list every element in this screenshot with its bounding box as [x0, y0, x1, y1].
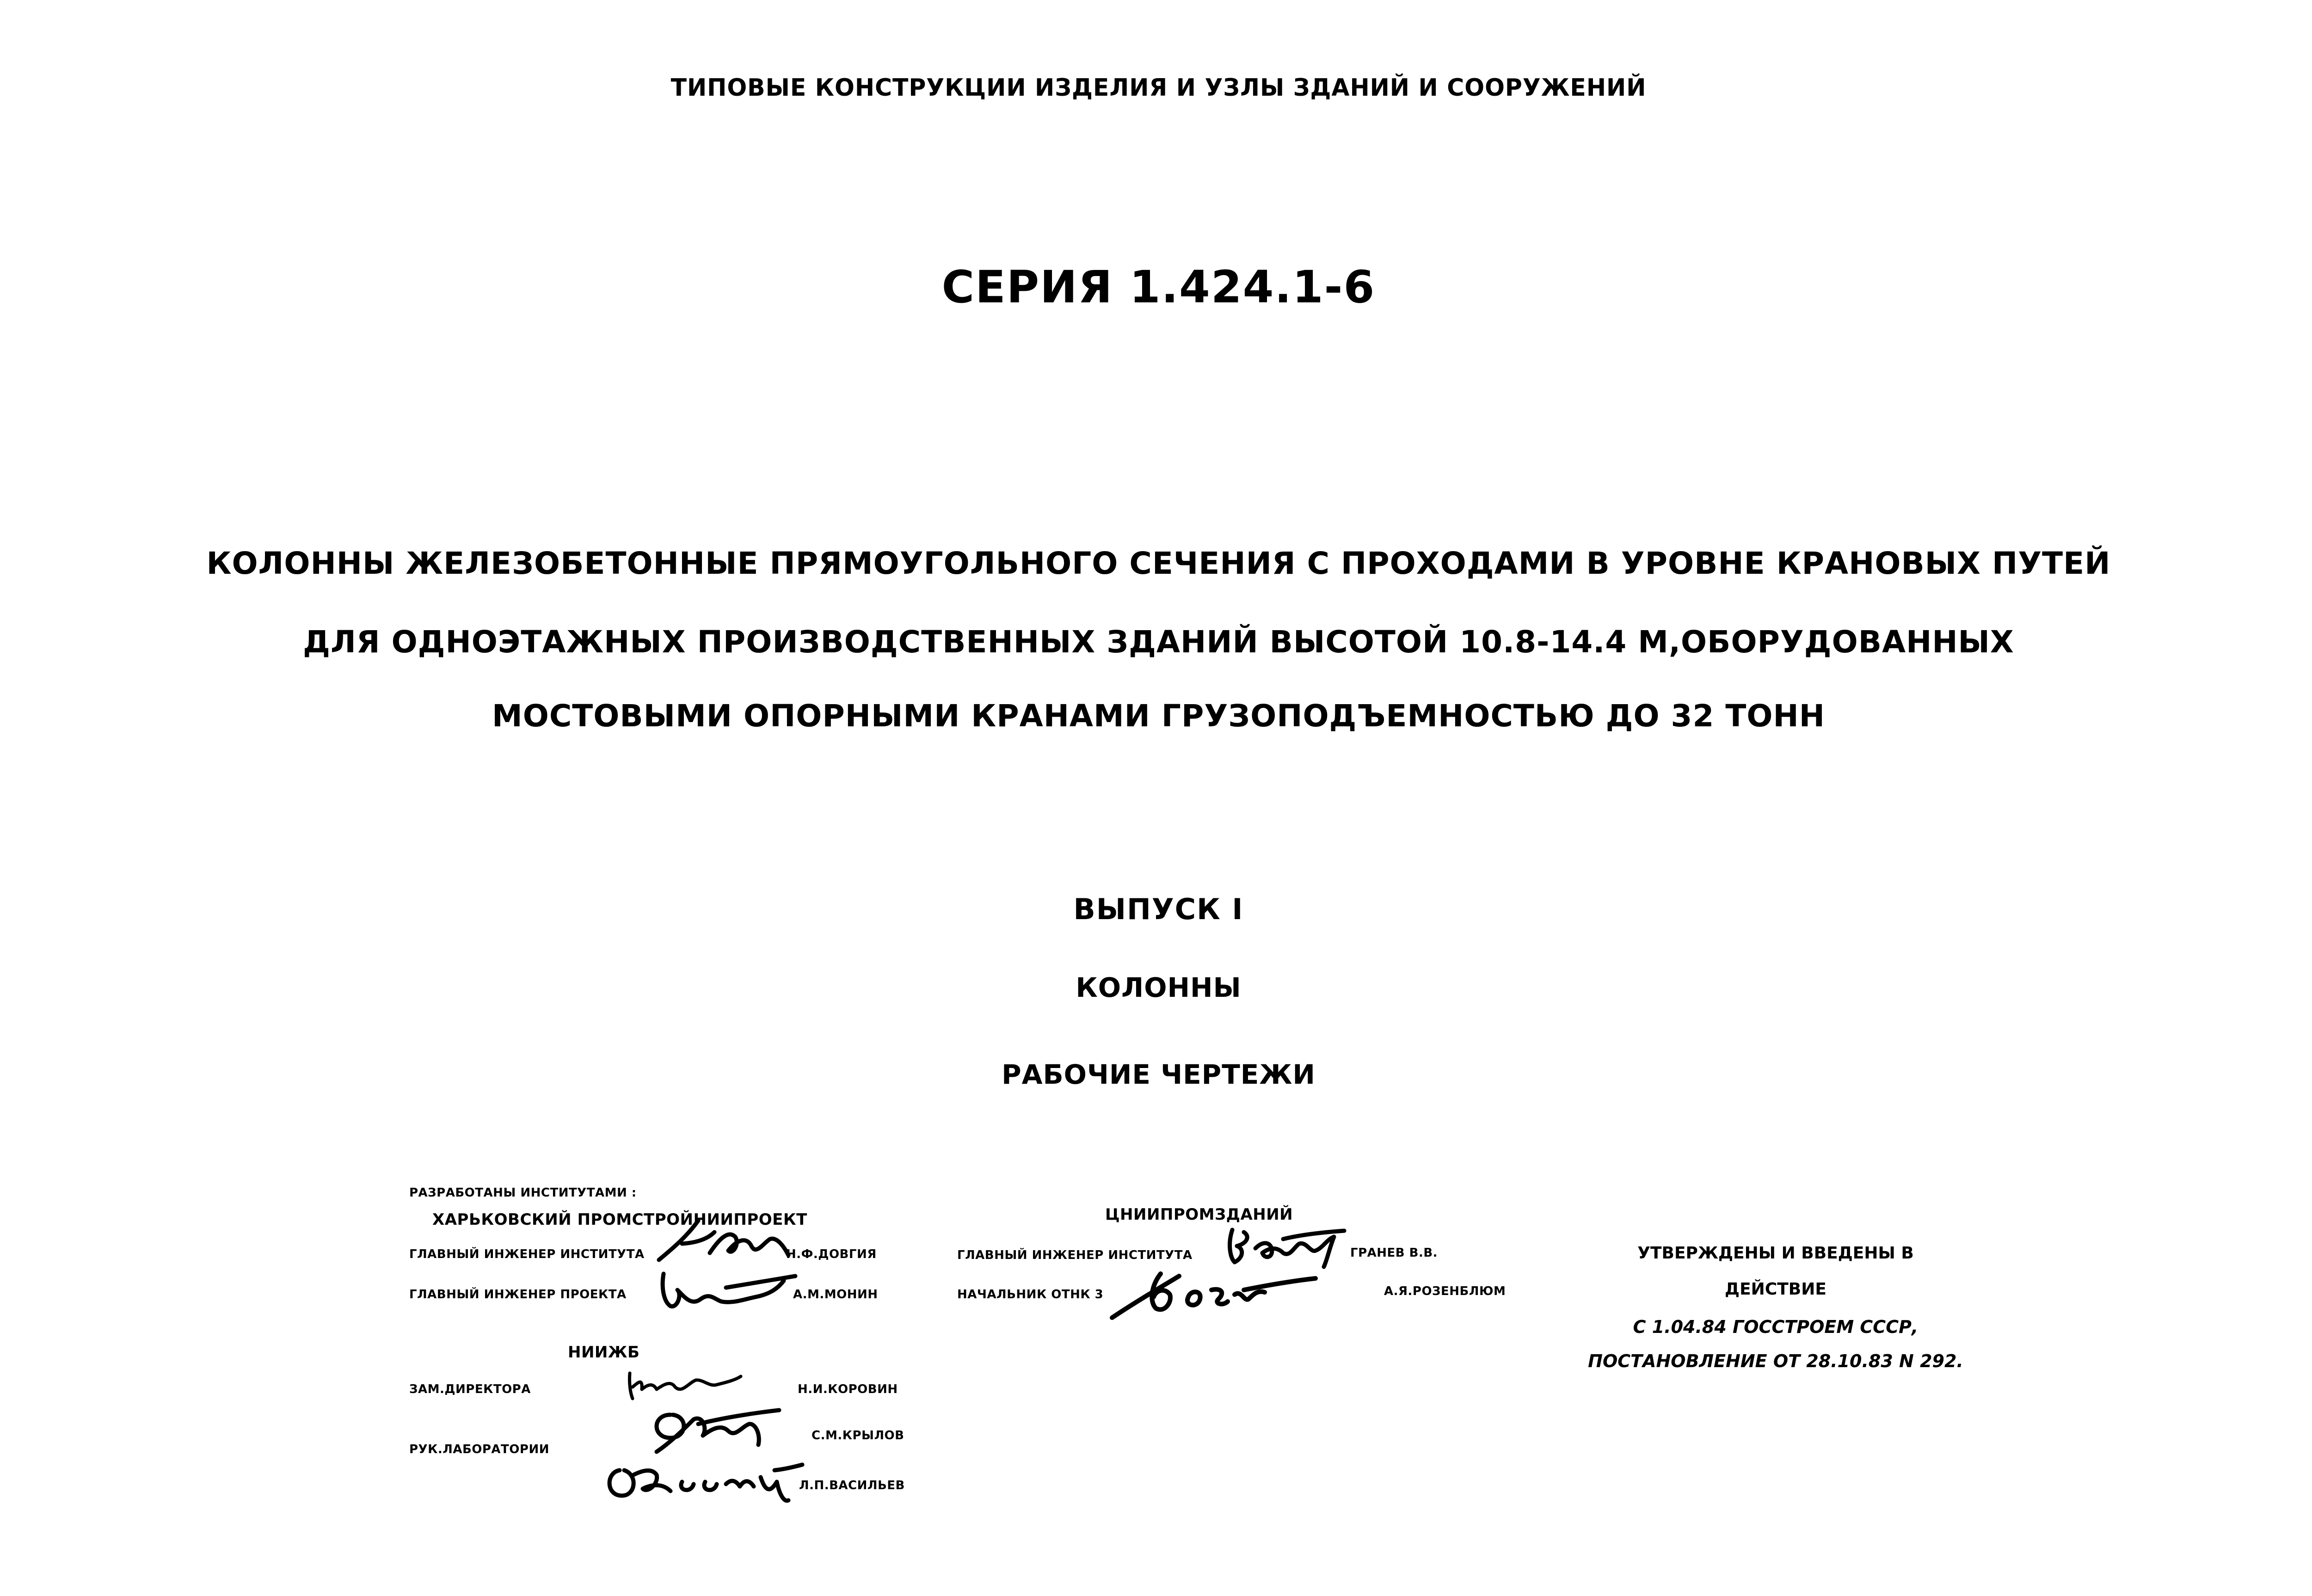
approval-line-2: ДЕЙСТВИЕ [1725, 1280, 1826, 1299]
series-number: СЕРИЯ 1.424.1-6 [941, 261, 1376, 313]
title-line-1: КОЛОННЫ ЖЕЛЕЗОБЕТОННЫЕ ПРЯМОУГОЛЬНОГО СЕЧЕНИЯ С ПРОХОДАМИ В УРОВНЕ КРАНОВЫХ ПУТЕЙ [206, 546, 2111, 581]
niizhb-institute-name: НИИЖБ [568, 1343, 640, 1362]
issue-number: ВЫПУСК I [1073, 892, 1244, 926]
title-line-2: ДЛЯ ОДНОЭТАЖНЫХ ПРОИЗВОДСТВЕННЫХ ЗДАНИЙ ВЫСОТОЙ 10.8-14.4 М,ОБОРУДОВАННЫХ [303, 624, 2014, 660]
tsnii-person-1: ГРАНЕВ В.В. [1350, 1246, 1438, 1260]
issue-subject: КОЛОННЫ [1076, 972, 1242, 1003]
kharkov-person-1: Н.Ф.ДОВГИЯ [786, 1247, 877, 1261]
kharkov-person-2: А.М.МОНИН [793, 1288, 878, 1301]
niizhb-role-2: РУК.ЛАБОРАТОРИИ [409, 1443, 549, 1456]
kharkov-institute-name: ХАРЬКОВСКИЙ ПРОМСТРОЙНИИПРОЕКТ [432, 1210, 807, 1229]
signature-niizhb-vasiliev [601, 1456, 805, 1507]
tsnii-institute-name: ЦНИИПРОМЗДАНИЙ [1105, 1205, 1293, 1224]
developers-heading: РАЗРАБОТАНЫ ИНСТИТУТАМИ : [409, 1186, 637, 1200]
signature-tsnii-department-head [1105, 1258, 1318, 1327]
approval-line-3: С 1.04.84 ГОССТРОЕМ СССР, [1633, 1317, 1918, 1337]
tsnii-role-1: ГЛАВНЫЙ ИНЖЕНЕР ИНСТИТУТА [957, 1248, 1193, 1262]
niizhb-role-1: ЗАМ.ДИРЕКТОРА [409, 1382, 531, 1396]
tsnii-role-2: НАЧАЛЬНИК ОТНК 3 [957, 1288, 1104, 1301]
niizhb-person-1: Н.И.КОРОВИН [798, 1382, 898, 1396]
kharkov-role-1: ГЛАВНЫЙ ИНЖЕНЕР ИНСТИТУТА [409, 1247, 645, 1261]
niizhb-person-3: Л.П.ВАСИЛЬЕВ [799, 1479, 905, 1492]
signature-niizhb-deputy-director [624, 1366, 744, 1403]
kharkov-role-2: ГЛАВНЫЙ ИНЖЕНЕР ПРОЕКТА [409, 1288, 627, 1301]
signature-niizhb-lab-head [643, 1401, 781, 1461]
approval-line-4: ПОСТАНОВЛЕНИЕ ОТ 28.10.83 N 292. [1588, 1351, 1963, 1371]
approval-line-1: УТВЕРЖДЕНЫ И ВВЕДЕНЫ В [1637, 1244, 1914, 1263]
niizhb-person-2: С.М.КРЫЛОВ [812, 1429, 904, 1443]
signature-kharkov-chief-engineer-project [657, 1262, 800, 1313]
issue-kind: РАБОЧИЕ ЧЕРТЕЖИ [1002, 1059, 1316, 1090]
tsnii-person-2: А.Я.РОЗЕНБЛЮМ [1384, 1284, 1506, 1298]
title-line-3: МОСТОВЫМИ ОПОРНЫМИ КРАНАМИ ГРУЗОПОДЪЕМНОСТЬЮ ДО 32 ТОНН [492, 698, 1825, 734]
collection-heading: ТИПОВЫЕ КОНСТРУКЦИИ ИЗДЕЛИЯ И УЗЛЫ ЗДАНИЙ И СООРУЖЕНИЙ [670, 74, 1647, 102]
